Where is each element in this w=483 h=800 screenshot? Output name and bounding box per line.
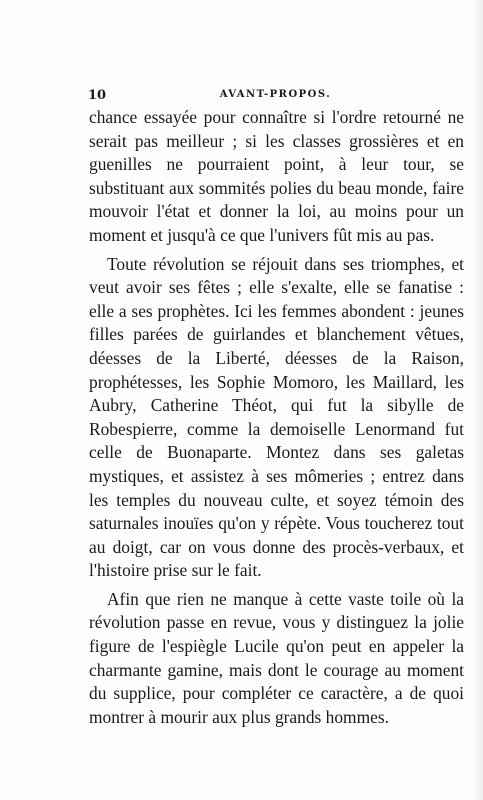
paragraph-continuation: chance essayée pour connaître si l'ordre retourné ne serait pas meilleur ; si les classes grossières et en guenilles ne pourraient point, à leur tour, se substituant aux sommités polies du beau monde, faire mouvoir l'état et donner la loi, au moins pour un moment et jusqu'à ce que l'univers fût mis au pas. (89, 107, 464, 245)
paragraph-lucile: Afin que rien ne manque à cette vaste toile où la révolution passe en revue, vous y distinguez la jolie figure de l'espiègle Lucile qu'on peut en appeler la charmante gamine, mais dont le courage au moment du supplice, pour compléter ce caractère, a de quoi montrer à mourir aux plus grands hommes. (89, 588, 464, 727)
page-header (88, 88, 463, 106)
running-head: AVANT-PROPOS. (219, 89, 332, 100)
page-number: 10 (88, 88, 107, 103)
spine-shadow (473, 0, 483, 800)
body-text (89, 106, 464, 729)
paragraph-revolution-fetes: Toute révolution se réjouit dans ses triomphes, et veut avoir ses fêtes ; elle s'exalte, elle se fanatise : elle a ses prophètes. Ici les femmes abondent : jeunes filles parées de guirlandes et blanchement vêtues, déesses de la Liberté, déesses de la Raison, prophétesses, les Sophie Momoro, les Maillard, les Aubry, Catherine Théot, qui fut la sibylle de Robespierre, comme la demoiselle Lenormand fut celle de Buonaparte. Montez dans ses galetas mystiques, et assistez à ses mômeries ; entrez dans les temples du nouveau culte, et soyez témoin des saturnales inouïes qu'on y répète. Vous toucherez tout au doigt, car on vous donne des procès-verbaux, et l'histoire prise sur le fait. (89, 253, 464, 581)
